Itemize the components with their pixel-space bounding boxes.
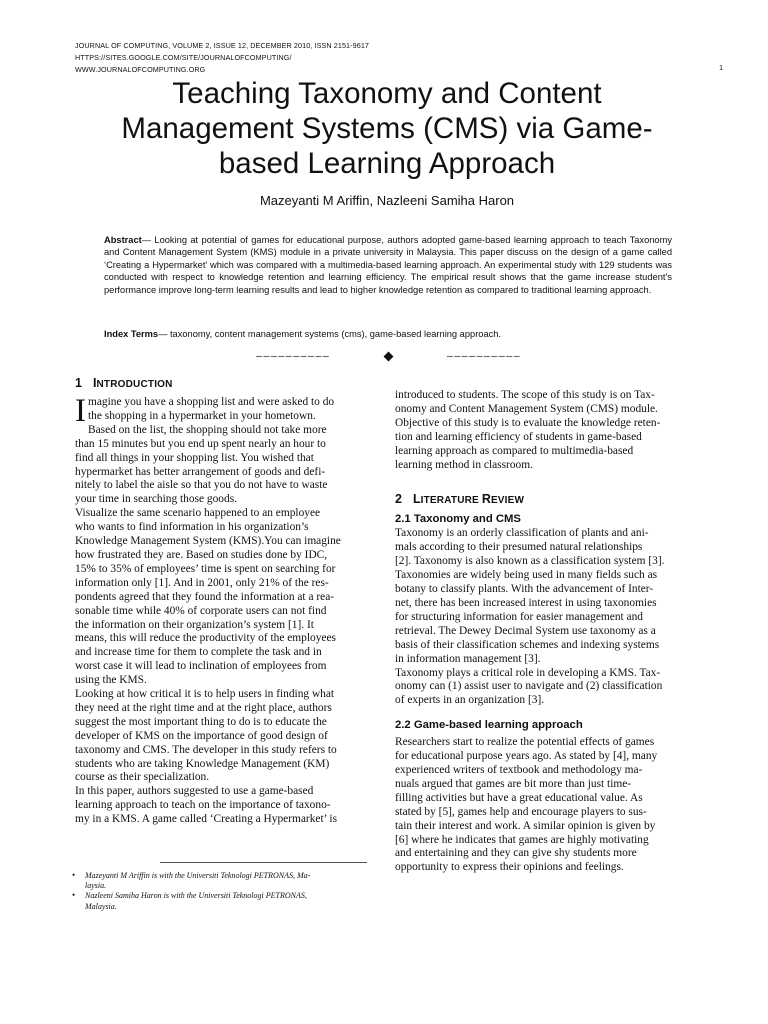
text-line: the information on their organization’s system [1]. It xyxy=(75,618,314,631)
index-terms xyxy=(104,328,672,340)
text-line: the shopping in a hypermarket in your hometown. xyxy=(88,409,316,422)
section-number: 1 xyxy=(75,376,82,390)
text-line: find all things in your shopping list. You wished that xyxy=(75,451,314,464)
page-number: 1 xyxy=(719,65,723,72)
text-line: and entertaining and they can give shy students more xyxy=(395,847,637,860)
text-line: Taxonomies are widely being used in many fields such as xyxy=(395,569,658,582)
text-line: pondents agreed that they found the information at a rea- xyxy=(75,590,335,603)
title-line: Management Systems (CMS) via Game- xyxy=(121,112,653,145)
section-title-part: ITERATURE xyxy=(420,495,482,507)
text-line: opportunity to express their opinions and feelings. xyxy=(395,861,624,874)
index-terms-text: — taxonomy, content management systems (cms), game-based learning approach. xyxy=(158,329,502,339)
text-line: retrieval. The Dewey Decimal System use taxonomy as a xyxy=(395,624,656,637)
text-line: [6] where he indicates that games are highly motivating xyxy=(395,833,649,846)
text-line: of experts in an organization [3]. xyxy=(395,694,545,707)
text-line: learning approach as compared to multimedia-based xyxy=(395,444,634,457)
bullet-icon: • xyxy=(72,870,76,880)
separator-dashes-left: —————————— xyxy=(256,350,331,362)
text-line: In this paper, authors suggested to use a game-based xyxy=(75,785,314,798)
text-line: Researchers start to realize the potential effects of games xyxy=(395,736,655,749)
text-line: how frustrated they are. Based on studies done by IDC, xyxy=(75,548,328,561)
separator-dashes-right: —————————— xyxy=(446,350,521,362)
journal-line: JOURNAL OF COMPUTING, VOLUME 2, ISSUE 12, DECEMBER 2010, ISSN 2151-9617 xyxy=(75,41,370,50)
diamond-icon xyxy=(384,351,394,361)
paragraph xyxy=(75,785,386,827)
section-heading-literature-review xyxy=(395,490,706,512)
text-line: magine you have a shopping list and were asked to do xyxy=(88,396,335,408)
right-column xyxy=(395,374,706,875)
section-title-rest: NTRODUCTION xyxy=(96,379,173,390)
paragraph xyxy=(395,667,706,709)
footnotes xyxy=(72,871,377,912)
title-line: based Learning Approach xyxy=(218,147,556,180)
text-line: Taxonomy plays a critical role in developing a KMS. Tax- xyxy=(395,666,661,679)
text-line: tion and learning efficiency of students in game-based xyxy=(395,430,642,443)
footnote-item xyxy=(72,891,377,911)
section-separator xyxy=(256,348,521,364)
journal-header xyxy=(75,40,725,76)
journal-website: WWW.JOURNALOFCOMPUTING.ORG xyxy=(75,65,206,74)
text-line: means, this will reduce the productivity of the employees xyxy=(75,632,336,645)
text-line: course as their specialization. xyxy=(75,771,210,784)
text-line: students who are taking Knowledge Management (KM) xyxy=(75,757,330,770)
text-line: information only [1]. And in 2001, only 21% of the res- xyxy=(75,576,329,589)
text-line: experienced writers of textbook and methodology ma- xyxy=(395,764,643,777)
text-line: than 15 minutes but you end up spent nearly an hour to xyxy=(75,437,326,450)
subsection-heading-game-based-learning: 2.2 Game-based learning approach xyxy=(395,719,583,732)
subsection-heading-taxonomy-cms: 2.1 Taxonomy and CMS xyxy=(395,513,521,526)
text-line: for structuring information for easier management and xyxy=(395,610,643,623)
text-line: sonable time while 40% of corporate users can not find xyxy=(75,604,327,617)
index-terms-label: Index Terms xyxy=(104,329,159,339)
section-heading-introduction xyxy=(75,374,386,396)
text-line: Visualize the same scenario happened to an employee xyxy=(75,507,321,520)
text-line: worst case it will lead to inclination of employees from xyxy=(75,660,327,673)
footnote-line: Nazleeni Samiha Haron is with the Universiti Teknologi PETRONAS, xyxy=(85,891,307,901)
text-line: in information management [3]. xyxy=(395,652,541,665)
text-line: basis of their classification schemes and indexing systems xyxy=(395,638,660,651)
text-line: learning approach to teach on the importance of taxono- xyxy=(75,799,331,812)
section-title-initial: L xyxy=(413,492,421,507)
paragraph xyxy=(395,389,706,472)
author-list: Mazeyanti M Ariffin, Nazleeni Samiha Haron xyxy=(259,193,515,208)
drop-cap: I xyxy=(75,393,86,429)
section-title-rest: EVIEW xyxy=(490,495,525,507)
text-line: stated by [5], games help and encourage players to sus- xyxy=(395,805,647,818)
text-line: botany to classify plants. With the advancement of Inter- xyxy=(395,583,654,596)
text-line: mals according to their presumed natural relationships xyxy=(395,541,643,554)
text-line: Knowledge Management System (KMS).You can imagine xyxy=(75,535,341,548)
footnote-rule xyxy=(160,862,367,863)
text-line: who wants to find information in his organization’s xyxy=(75,521,309,534)
text-line: tain their interest and work. A similar opinion is given by xyxy=(395,819,656,832)
text-line: developer of KMS on the importance of good design of xyxy=(75,729,328,742)
journal-url: HTTPS://SITES.GOOGLE.COM/SITE/JOURNALOFCOMPUTING/ xyxy=(75,53,292,62)
abstract xyxy=(104,234,672,296)
text-line: net, there has been increased interest in using taxonomies xyxy=(395,596,657,609)
text-line: using the KMS. xyxy=(75,674,147,687)
text-line: learning method in classroom. xyxy=(395,458,533,471)
text-line: Objective of this study is to evaluate the knowledge reten- xyxy=(395,416,661,429)
footnote-line: Mazeyanti M Ariffin is with the Universiti Teknologi PETRONAS, Ma- xyxy=(85,871,311,880)
text-line: onomy and Content Management System (CMS) module. xyxy=(395,402,658,415)
text-line: nitely to label the aisle so that you do not have to waste xyxy=(75,479,328,492)
text-line: [2]. Taxonomy is also known as a classification system [3]. xyxy=(395,555,665,568)
bullet-icon: • xyxy=(72,890,76,901)
text-line: 15% to 35% of employees’ time is spent on searching for xyxy=(75,562,336,575)
text-line: Taxonomy is an orderly classification of plants and ani- xyxy=(395,527,649,540)
paragraph xyxy=(395,736,706,875)
section-number: 2 xyxy=(395,492,402,507)
text-line: hypermarket has better arrangement of goods and defi- xyxy=(75,465,326,478)
text-line: onomy can (1) assist user to navigate and (2) classification xyxy=(395,680,663,693)
text-line: they need at the right time and at the right place, authors xyxy=(75,701,332,714)
text-line: your time in searching those goods. xyxy=(75,493,237,506)
text-line: Looking at how critical it is to help users in finding what xyxy=(75,688,335,701)
section-title-initial: I xyxy=(93,376,97,390)
paragraph xyxy=(395,527,706,666)
footnote-line: laysia. xyxy=(85,881,107,891)
footnote-item xyxy=(72,871,377,891)
paragraph xyxy=(75,688,386,785)
text-line: for educational purpose years ago. As stated by [4], many xyxy=(395,750,658,763)
title-line: Teaching Taxonomy and Content xyxy=(172,77,602,110)
abstract-text: — Looking at potential of games for educational purpose, authors adopted game-based learning approach to teach Taxonomy and Content Management System (KMS) module in a private university in Malaysia. This paper discuss on the design of a game called ‘Creating a Hypermarket’ which was compared with a multimedia-based learning approach. An experimental study with 129 students was conducted with respect to knowledge retention and learning efficiency. The empirical result shows that the game increase student’s performance improve long-term learning results and lead to higher knowledge retention as compared to traditional learning approach. xyxy=(104,235,672,295)
section-title-initial: R xyxy=(481,492,491,507)
text-line: nuals argued that games are bit more than just time- xyxy=(395,777,632,790)
text-line: introduced to students. The scope of this study is on Tax- xyxy=(395,389,655,401)
paragraph xyxy=(75,393,386,507)
text-line: filling activities but have a great educational value. As xyxy=(395,791,643,804)
footnote-line: Malaysia. xyxy=(85,901,117,911)
paper-title xyxy=(60,76,714,181)
text-line: my in a KMS. A game called ‘Creating a Hypermarket’ is xyxy=(75,813,338,826)
left-column xyxy=(75,374,386,827)
text-line: Based on the list, the shopping should not take more xyxy=(88,423,327,436)
text-line: taxonomy and CMS. The developer in this study refers to xyxy=(75,743,337,756)
paragraph xyxy=(75,507,386,688)
text-line: and increase time for them to complete the task and in xyxy=(75,646,322,659)
abstract-label: Abstract xyxy=(104,235,142,245)
text-line: suggest the most important thing to do is to educate the xyxy=(75,715,327,728)
